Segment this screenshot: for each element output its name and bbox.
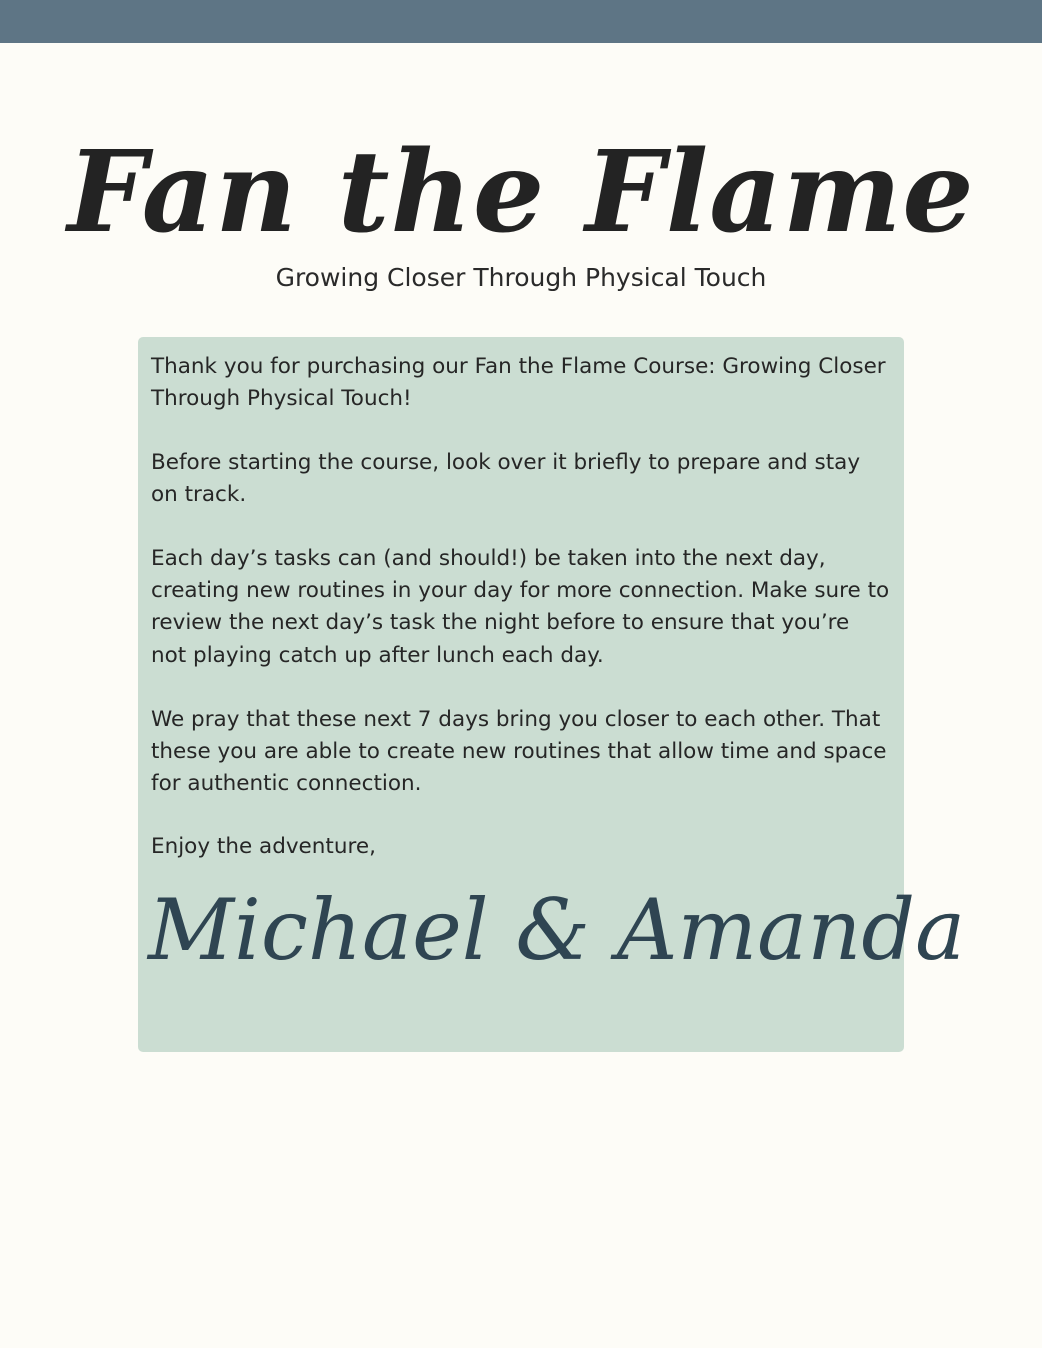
- top-band: [0, 0, 1042, 43]
- signature: Michael & Amanda: [148, 881, 966, 979]
- letter-closing: Enjoy the adventure,: [151, 834, 376, 859]
- letter-paragraph-prayer: We pray that these next 7 days bring you closer to each other. That these you are able to create new routines that allow time and space for authentic connection.: [151, 707, 887, 797]
- letter-card: [138, 337, 966, 1052]
- page-subtitle: Growing Closer Through Physical Touch: [275, 263, 767, 292]
- letter-paragraph-thank-you: Thank you for purchasing our Fan the Flame Course: Growing Closer Through Physical Touch!: [151, 354, 886, 412]
- page-title: Fan the Flame: [67, 127, 975, 258]
- letter-paragraph-daily-tasks: Each day’s tasks can (and should!) be taken into the next day, creating new routines in your day for more connection. Make sure to review the next day’s task the night before to ensure that you’re not playing catch up after lunch each day.: [151, 546, 890, 668]
- letter-paragraph-before-starting: Before starting the course, look over it briefly to prepare and stay on track.: [151, 450, 861, 508]
